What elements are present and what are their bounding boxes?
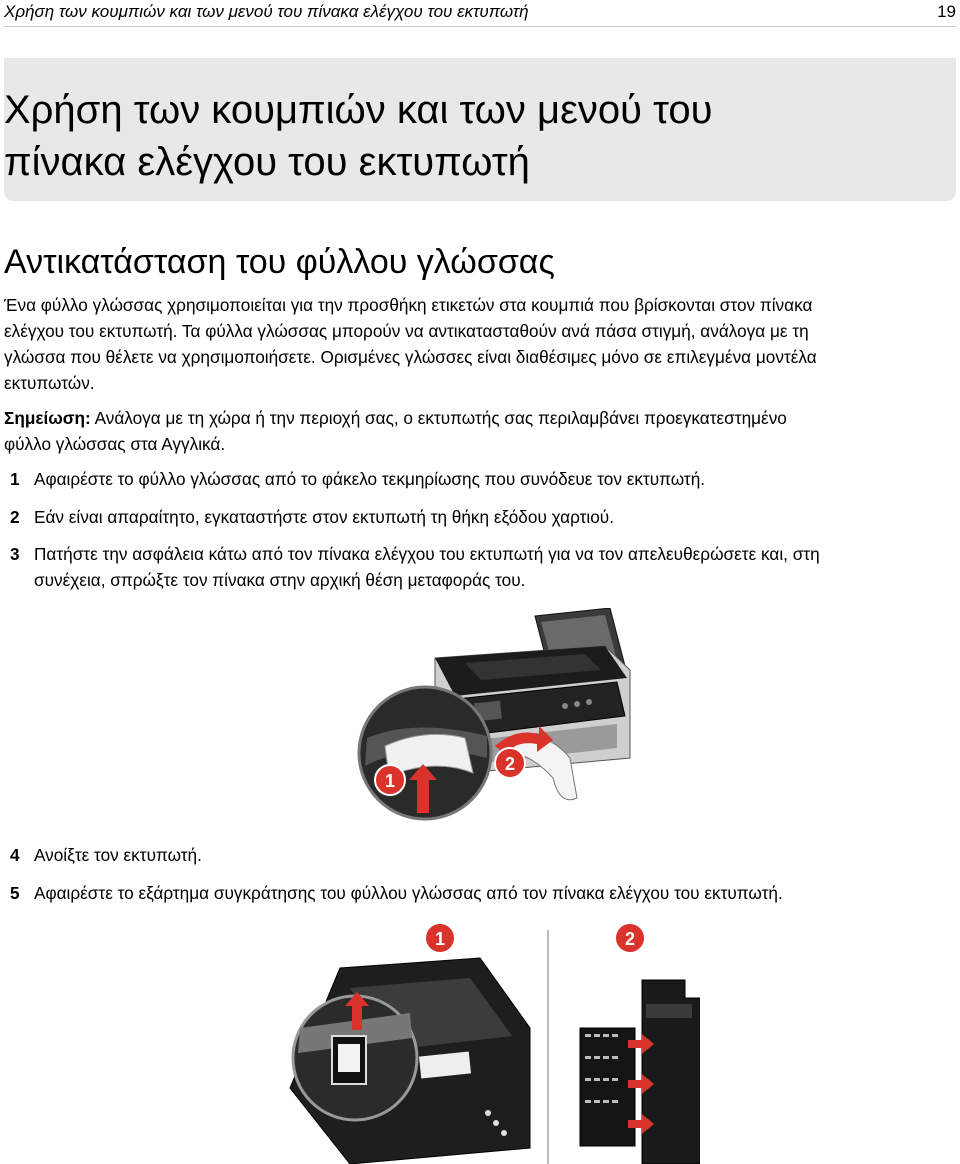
page-number: 19 <box>937 2 956 21</box>
callout-1-label: 1 <box>434 929 446 949</box>
intro-line-4: εκτυπωτών. <box>4 373 95 393</box>
step-text: Ανοίξτε τον εκτυπωτή. <box>34 845 202 865</box>
step-number: 1 <box>10 469 20 489</box>
intro-line-2: ελέγχου του εκτυπωτή. Τα φύλλα γλώσσας μπορούν να αντικατασταθούν ανά πάσα στιγμή, ανάλογα με τη <box>4 321 809 341</box>
figure-printer-panel-release <box>355 608 635 823</box>
step-number: 2 <box>10 507 20 527</box>
callout-1-label: 1 <box>384 771 396 791</box>
callout-2-label: 2 <box>504 754 516 774</box>
callout-2-label: 2 <box>624 929 636 949</box>
step-number: 3 <box>10 544 20 564</box>
step-3-line-2: συνέχεια, σπρώξτε τον πίνακα στην αρχική θέση μεταφοράς του. <box>34 570 526 590</box>
step-text: Αφαιρέστε το φύλλο γλώσσας από το φάκελο τεκμηρίωσης που συνόδευε τον εκτυπωτή. <box>34 469 706 489</box>
figure-remove-holder <box>280 918 700 1164</box>
step-number: 4 <box>10 845 20 865</box>
chapter-title-line-2: πίνακα ελέγχου του εκτυπωτή <box>4 140 530 184</box>
running-header <box>4 0 956 27</box>
chapter-title <box>4 84 904 188</box>
intro-line-1: Ένα φύλλο γλώσσας χρησιμοποιείται για την προσθήκη ετικετών στα κουμπιά που βρίσκονται στον πίνακα <box>4 295 813 315</box>
step-text: Αφαιρέστε το εξάρτημα συγκράτησης του φύλλου γλώσσας από τον πίνακα ελέγχου του εκτυπωτή. <box>34 883 783 903</box>
chapter-title-line-1: Χρήση των κουμπιών και των μενού του <box>4 88 713 132</box>
running-title: Χρήση των κουμπιών και των μενού του πίνακα ελέγχου του εκτυπωτή <box>4 2 529 21</box>
note-line-1: Ανάλογα με τη χώρα ή την περιοχή σας, ο εκτυπωτής σας περιλαμβάνει προεγκατεστημένο <box>94 408 787 428</box>
note-paragraph <box>4 405 954 457</box>
step-text <box>34 541 956 593</box>
step-text: Εάν είναι απαραίτητο, εγκαταστήστε στον εκτυπωτή τη θήκη εξόδου χαρτιού. <box>34 507 614 527</box>
note-label: Σημείωση: <box>4 408 91 428</box>
intro-line-3: γλώσσα που θέλετε να χρησιμοποιήσετε. Ορισμένες γλώσσες είναι διαθέσιμες μόνο σε επιλεγμένα μοντέλα <box>4 347 817 367</box>
intro-paragraph <box>4 292 954 396</box>
step-3-line-1: Πατήστε την ασφάλεια κάτω από τον πίνακα ελέγχου του εκτυπωτή για να τον απελευθερώσετε και, στη <box>34 544 820 564</box>
section-title: Αντικατάσταση του φύλλου γλώσσας <box>4 243 555 281</box>
step-number: 5 <box>10 883 20 903</box>
note-line-2: φύλλο γλώσσας στα Αγγλικά. <box>4 434 226 454</box>
